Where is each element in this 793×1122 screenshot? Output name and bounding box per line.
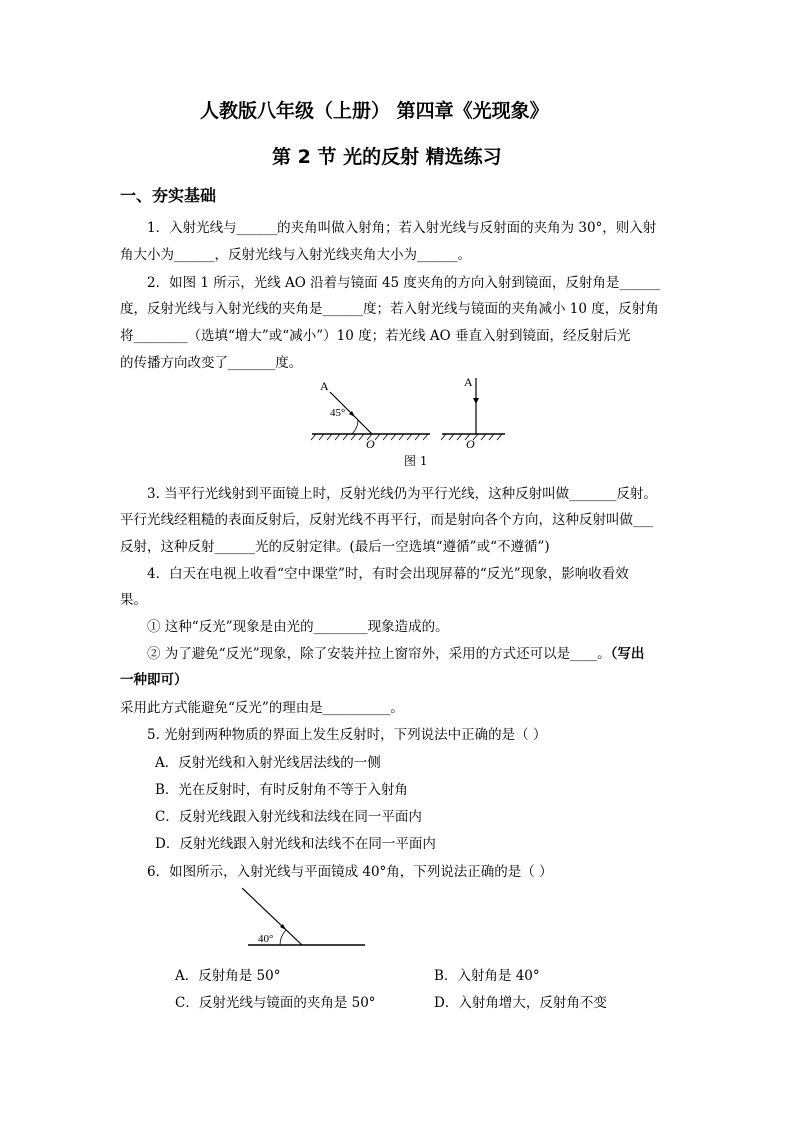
q6-option-b: B．入射角是 40° [434, 968, 540, 984]
q2-line3: 将________（选填“增大”或“减小”）10 度；若光线 AO 垂直入射到镜面，经反射后光 [120, 328, 631, 344]
q6-option-a: A．反射角是 50° [175, 968, 281, 984]
q2-line1: 2．如图 1 所示，光线 AO 沿着与镜面 45 度夹角的方向入射到镜面，反射角是______ [147, 275, 660, 291]
q5-stem: 5. 光射到两种物质的界面上发生反射时，下列说法中正确的是（ ） [147, 727, 547, 743]
q4-sub3: 采用此方式能避免“反光”的理由是__________。 [120, 700, 404, 716]
section-heading: 一、夯实基础 [120, 186, 217, 205]
angle-label-40: 40° [258, 933, 274, 945]
q5-option-c: C．反射光线跟入射光线和法线在同一平面内 [155, 809, 422, 825]
page-subtitle: 第 2 节 光的反射 精选练习 [272, 146, 502, 168]
q1-line1: 1．入射光线与______的夹角叫做入射角；若入射光线与反射面的夹角为 30°，则入射 [147, 220, 657, 236]
q4-sub2 [147, 642, 644, 662]
q4-sub2-text: ② 为了避免“反光”现象，除了安装并拉上窗帘外，采用的方式还可以是____。 [147, 646, 611, 662]
label-o-right: O [466, 437, 475, 451]
arrow-down-icon [473, 398, 479, 404]
q4-line1: 4．白天在电视上收看“空中课堂”时，有时会出现屏幕的“反光”现象，影响收看效 [147, 566, 629, 582]
q2-line2: 度，反射光线与入射光线的夹角是______度；若入射光线与镜面的夹角减小 10 度，反射角 [120, 301, 659, 317]
q4-line2: 果。 [120, 592, 147, 608]
q2-line4: 的传播方向改变了_______度。 [120, 355, 303, 371]
q5-option-a: A．反射光线和入射光线居法线的一侧 [155, 755, 381, 771]
q1-line2: 角大小为______，反射光线与入射光线夹角大小为______。 [120, 247, 471, 263]
label-a-right: A [464, 375, 473, 389]
q6-option-d: D．入射角增大，反射角不变 [434, 995, 607, 1011]
angle-arc-40 [280, 930, 286, 945]
figure-2-diagram [240, 882, 370, 952]
figure-1-caption: 图 1 [404, 454, 428, 468]
q5-option-b: B．光在反射时，有时反射角不等于入射角 [155, 782, 408, 798]
q6-option-c: C．反射光线与镜面的夹角是 50° [175, 995, 376, 1011]
page-title: 人教版八年级（上册） 第四章《光现象》 [200, 100, 549, 122]
q6-stem: 6．如图所示，入射光线与平面镜成 40°角，下列说法正确的是（ ） [147, 864, 553, 880]
label-o-left: O [366, 437, 375, 451]
q4-sub2-note: （写出 [610, 646, 645, 662]
q5-option-d: D．反射光线跟入射光线和法线不在同一平面内 [155, 836, 436, 852]
label-a-left: A [320, 379, 329, 393]
q3-line1: 3. 当平行光线射到平面镜上时，反射光线仍为平行光线，这种反射叫做_______反射。 [147, 486, 657, 502]
q3-line2: 平行光线经粗糙的表面反射后，反射光线不再平行，而是射向各个方向，这种反射叫做___ [120, 512, 654, 528]
q4-sub1: ① 这种“反光”现象是由光的________现象造成的。 [147, 619, 449, 635]
angle-label-45: 45° [330, 407, 346, 419]
q4-sub2-note-cont: 一种即可） [120, 672, 188, 688]
angle-arc [352, 420, 358, 434]
q3-line3: 反射，这种反射______光的反射定律。(最后一空选填“遵循”或“不遵循”) [120, 539, 550, 555]
